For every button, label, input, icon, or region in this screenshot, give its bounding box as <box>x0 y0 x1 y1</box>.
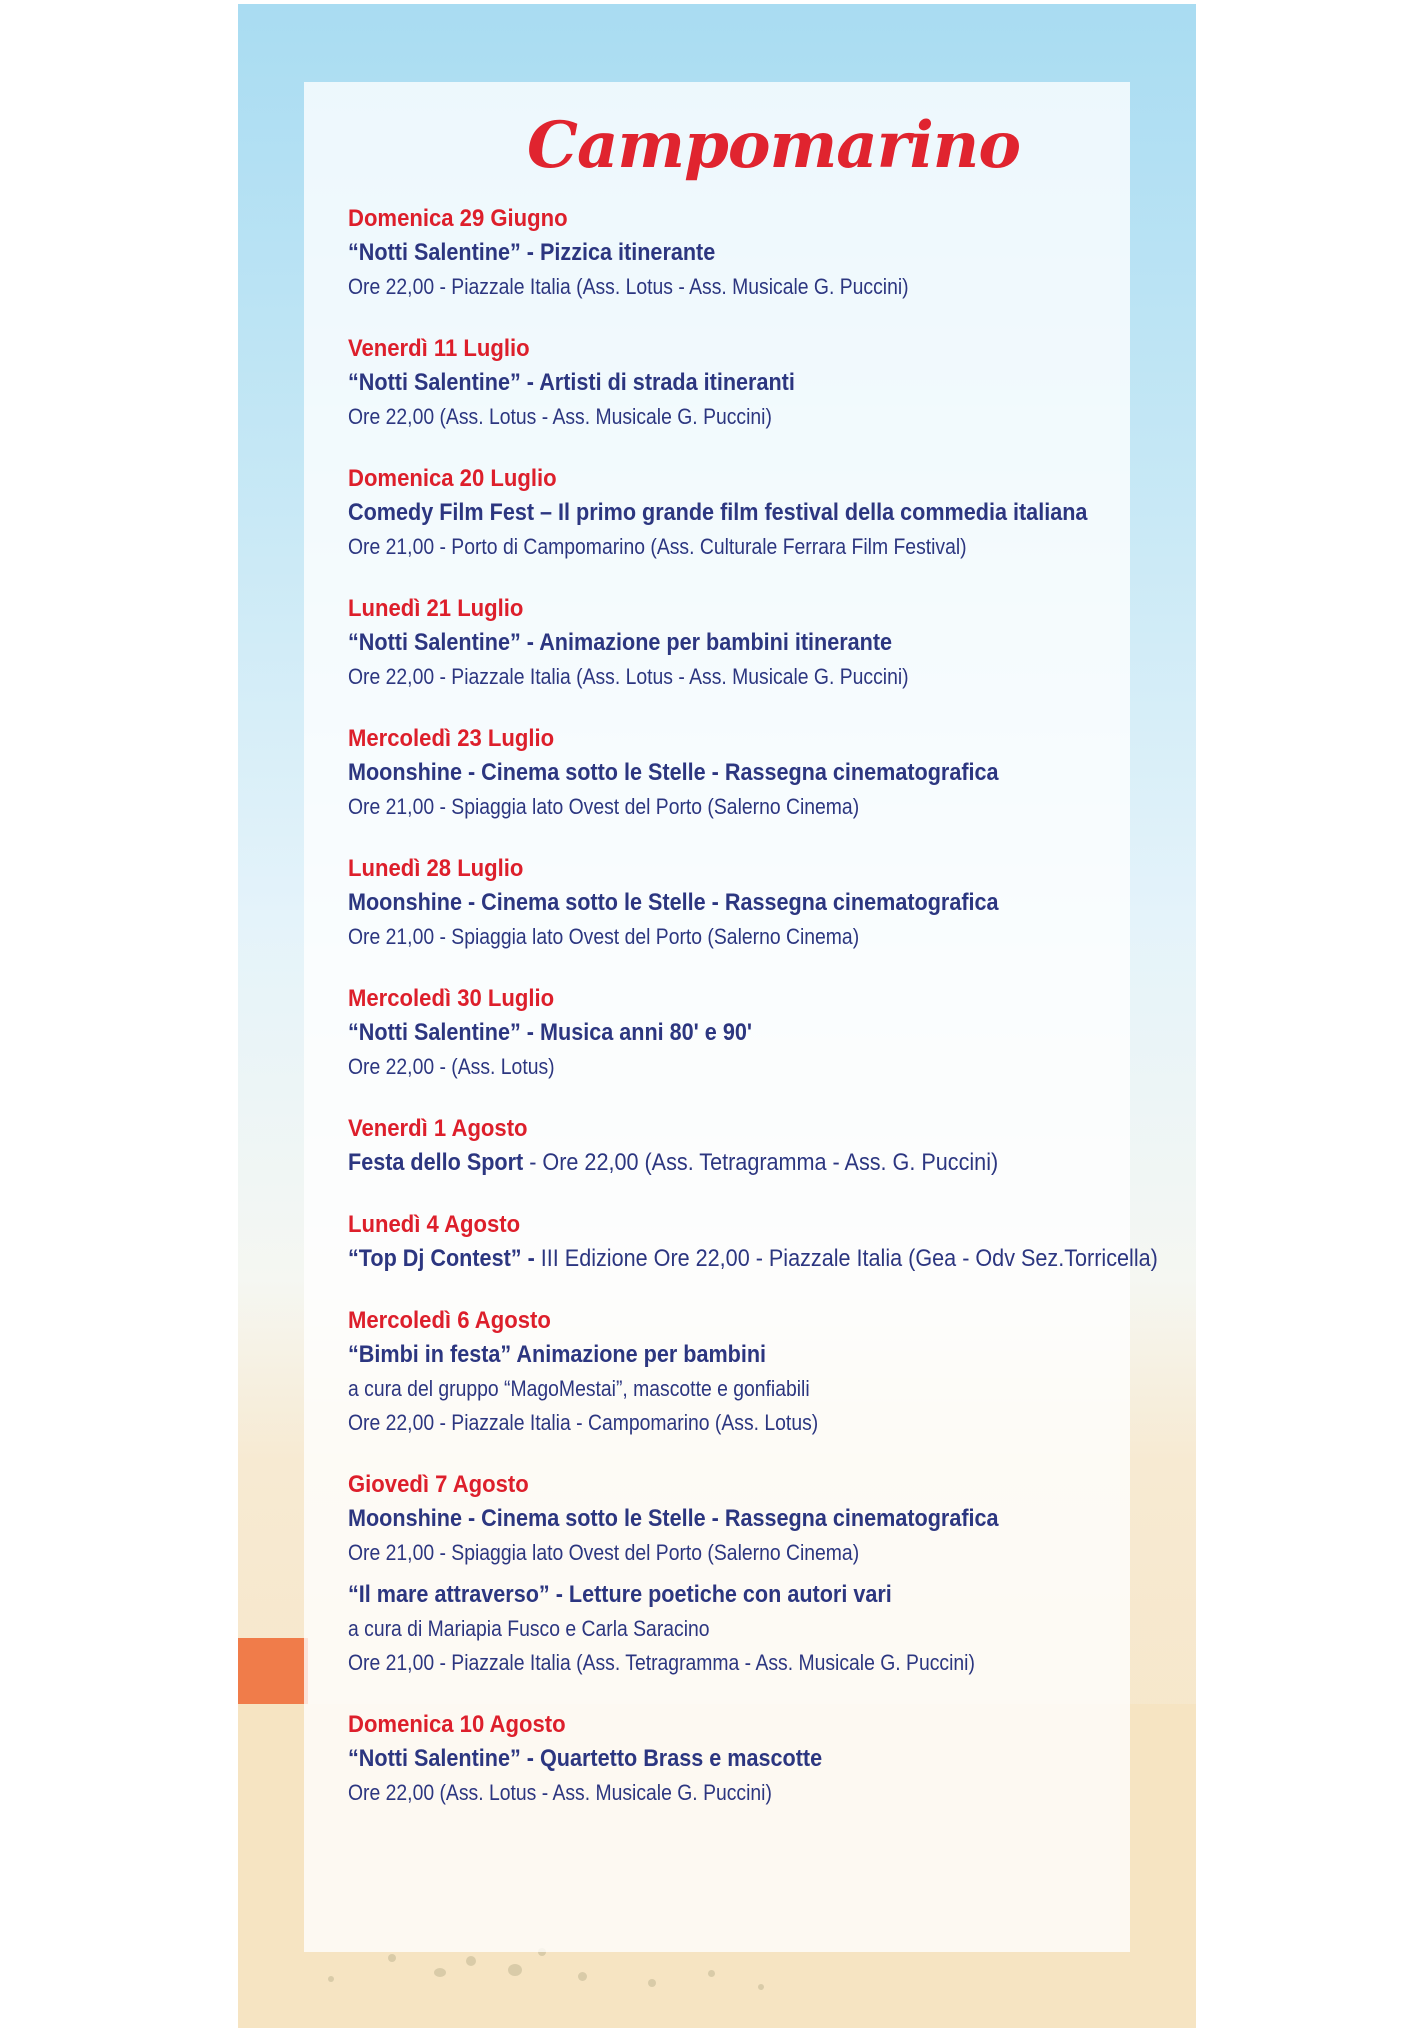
event-item <box>348 1708 1118 1810</box>
event-list <box>348 202 1158 1838</box>
event-title-line <box>348 1146 1041 1180</box>
event-title-line <box>348 1242 1158 1276</box>
page-title: Campomarino <box>527 108 1020 183</box>
event-title-suffix: III Edizione Ore 22,00 - Piazzale Italia (Gea - Odv Sez.Torricella) <box>534 1245 1158 1272</box>
event-date: Lunedì 21 Luglio <box>348 595 524 622</box>
event-title: “Notti Salentine” - Musica anni 80' e 90' <box>348 1019 752 1046</box>
event-item <box>348 852 1118 954</box>
event-detail: Ore 22,00 - Piazzale Italia (Ass. Lotus - Ass. Musicale G. Puccini) <box>348 274 909 299</box>
event-date: Domenica 29 Giugno <box>348 205 568 232</box>
event-title: “Notti Salentine” - Pizzica itinerante <box>348 239 716 266</box>
event-item <box>348 1468 1118 1680</box>
event-date: Venerdì 1 Agosto <box>348 1115 528 1142</box>
event-date: Domenica 10 Agosto <box>348 1711 566 1738</box>
event-title: Moonshine - Cinema sotto le Stelle - Rassegna cinematografica <box>348 759 999 786</box>
event-title: Moonshine - Cinema sotto le Stelle - Rassegna cinematografica <box>348 1505 999 1532</box>
event-date: Domenica 20 Luglio <box>348 465 557 492</box>
event-date: Lunedì 4 Agosto <box>348 1211 521 1238</box>
event-detail: Ore 21,00 - Spiaggia lato Ovest del Porto (Salerno Cinema) <box>348 924 860 949</box>
event-item <box>348 982 1118 1084</box>
event-item <box>348 1304 1118 1440</box>
event-title: “Notti Salentine” - Artisti di strada itineranti <box>348 369 795 396</box>
event-detail: Ore 22,00 - (Ass. Lotus) <box>348 1054 555 1079</box>
event-date: Venerdì 11 Luglio <box>348 335 530 362</box>
event-detail: Ore 22,00 (Ass. Lotus - Ass. Musicale G. Puccini) <box>348 1780 772 1805</box>
event-title-suffix: - Ore 22,00 (Ass. Tetragramma - Ass. G. Puccini) <box>523 1149 999 1176</box>
event-detail: Ore 21,00 - Spiaggia lato Ovest del Porto (Salerno Cinema) <box>348 794 860 819</box>
event-date: Mercoledì 23 Luglio <box>348 725 555 752</box>
event-title: “Notti Salentine” - Quartetto Brass e mascotte <box>348 1745 823 1772</box>
event-date: Lunedì 28 Luglio <box>348 855 524 882</box>
event-detail: Ore 21,00 - Piazzale Italia (Ass. Tetragramma - Ass. Musicale G. Puccini) <box>348 1650 975 1675</box>
event-date: Mercoledì 30 Luglio <box>348 985 555 1012</box>
event-detail: a cura del gruppo “MagoMestai”, mascotte e gonfiabili <box>348 1376 810 1401</box>
event-item <box>348 592 1118 694</box>
event-detail: Ore 22,00 - Piazzale Italia - Campomarino (Ass. Lotus) <box>348 1410 819 1435</box>
event-title: Moonshine - Cinema sotto le Stelle - Rassegna cinematografica <box>348 889 999 916</box>
event-item <box>348 1112 1118 1180</box>
event-item <box>348 722 1118 824</box>
poster-background <box>238 4 1196 2028</box>
event-title: “Bimbi in festa” Animazione per bambini <box>348 1341 767 1368</box>
event-detail: Ore 22,00 - Piazzale Italia (Ass. Lotus - Ass. Musicale G. Puccini) <box>348 664 909 689</box>
event-title: Festa dello Sport <box>348 1149 524 1176</box>
event-detail: Ore 21,00 - Porto di Campomarino (Ass. Culturale Ferrara Film Festival) <box>348 534 967 559</box>
event-title: “Notti Salentine” - Animazione per bambini itinerante <box>348 629 893 656</box>
event-detail: Ore 22,00 (Ass. Lotus - Ass. Musicale G. Puccini) <box>348 404 772 429</box>
event-title: “Top Dj Contest” - <box>348 1245 535 1272</box>
event-detail: Ore 21,00 - Spiaggia lato Ovest del Porto (Salerno Cinema) <box>348 1540 860 1565</box>
event-detail: a cura di Mariapia Fusco e Carla Saracino <box>348 1616 710 1641</box>
event-item <box>348 462 1118 564</box>
program-panel <box>304 82 1158 1952</box>
event-title: Comedy Film Fest – Il primo grande film festival della commedia italiana <box>348 499 1088 526</box>
event-extra-title: “Il mare attraverso” - Letture poetiche con autori vari <box>348 1581 892 1608</box>
event-date: Mercoledì 6 Agosto <box>348 1307 551 1334</box>
event-date: Giovedì 7 Agosto <box>348 1471 529 1498</box>
event-item <box>348 202 1118 304</box>
event-item <box>348 1208 1158 1276</box>
event-item <box>348 332 1118 434</box>
